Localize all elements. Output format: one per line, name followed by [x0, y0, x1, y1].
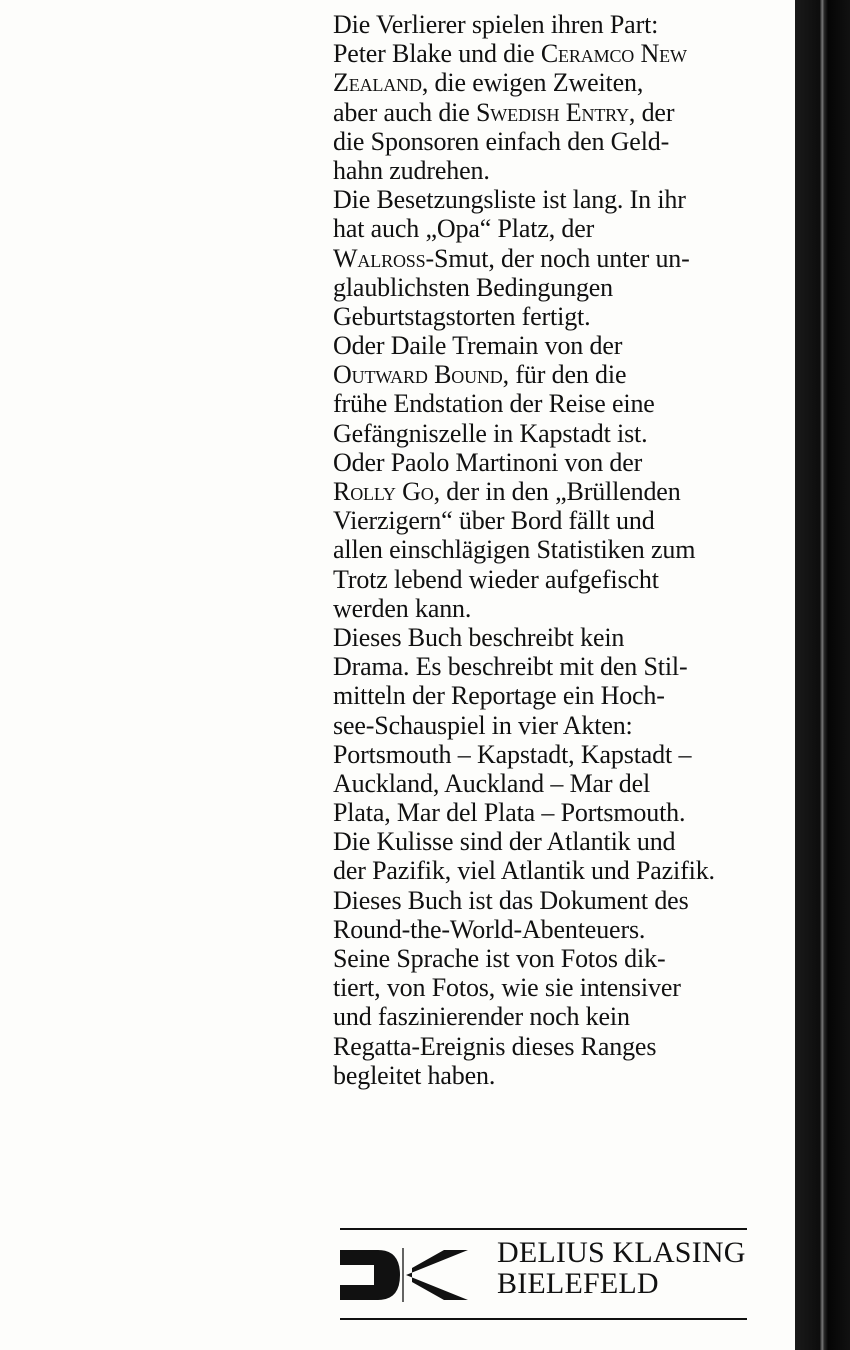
- text-line: [333, 331, 773, 360]
- text-segment: Peter Blake und die: [333, 39, 541, 69]
- boat-name: Swedish Entry: [475, 97, 629, 127]
- text-line: [333, 156, 773, 185]
- text-segment: tiert, von Fotos, wie sie intensiver: [333, 973, 681, 1003]
- text-segment: Auckland, Auckland – Mar del: [333, 768, 651, 798]
- publisher-city: BIELEFELD: [497, 1267, 659, 1300]
- text-segment: see-Schauspiel in vier Akten:: [333, 710, 633, 740]
- text-segment: glaublichsten Bedingungen: [333, 272, 614, 302]
- text-segment: Oder Daile Tremain von der: [333, 331, 623, 361]
- text-line: [333, 944, 773, 973]
- text-line: [333, 535, 773, 564]
- publisher-imprint: [497, 1237, 746, 1299]
- boat-name: Outward Bound: [333, 360, 503, 390]
- text-segment: , der in den „Brüllenden: [433, 477, 681, 506]
- text-segment: Seine Sprache ist von Fotos dik-: [333, 944, 666, 973]
- boat-name: Rolly Go: [333, 477, 434, 506]
- text-line: [333, 652, 773, 681]
- blurb-text: [333, 10, 773, 1090]
- text-segment: Gefängniszelle in Kapstadt ist.: [333, 418, 648, 448]
- text-segment: mitteln der Reportage ein Hoch-: [333, 681, 665, 711]
- text-segment: Round-the-World-Abenteuers.: [333, 914, 646, 944]
- text-segment: , der: [628, 97, 675, 127]
- text-segment: Dieses Buch ist das Dokument des: [333, 885, 689, 915]
- text-line: [333, 273, 773, 302]
- text-segment: Die Kulisse sind der Atlantik und: [333, 827, 676, 857]
- text-segment: Die Besetzungsliste ist lang. In ihr: [333, 185, 686, 215]
- text-line: [333, 798, 773, 827]
- text-segment: der Pazifik, viel Atlantik und Pazifik.: [333, 856, 715, 886]
- text-line: [333, 856, 773, 885]
- text-line: [333, 915, 773, 944]
- text-line: [333, 711, 773, 740]
- text-line: [333, 360, 773, 389]
- text-segment: frühe Endstation der Reise eine: [333, 389, 655, 419]
- text-line: [333, 39, 773, 68]
- text-segment: -Smut, der noch unter un-: [425, 243, 690, 273]
- text-segment: Trotz lebend wieder aufgefischt: [333, 564, 659, 594]
- text-segment: und faszinierender noch kein: [333, 1002, 630, 1032]
- text-line: [333, 302, 773, 331]
- text-line: [333, 10, 773, 39]
- text-segment: Portsmouth – Kapstadt, Kapstadt –: [333, 739, 692, 769]
- text-line: [333, 1032, 773, 1061]
- text-line: [333, 389, 773, 418]
- text-line: [333, 769, 773, 798]
- text-line: [333, 419, 773, 448]
- text-segment: hat auch „Opa“ Platz, der: [333, 214, 595, 244]
- text-segment: hahn zudrehen.: [333, 155, 490, 185]
- text-line: [333, 98, 773, 127]
- text-segment: werden kann.: [333, 593, 472, 623]
- text-line: [333, 244, 773, 273]
- boat-name: Ceramco New: [540, 39, 687, 69]
- text-segment: allen einschlägigen Statistiken zum: [333, 535, 696, 565]
- text-line: [333, 506, 773, 535]
- top-rule: [340, 1228, 747, 1230]
- text-line: [333, 973, 773, 1002]
- text-line: [333, 565, 773, 594]
- text-segment: Dieses Buch beschreibt kein: [333, 622, 625, 652]
- boat-name: Zealand: [333, 68, 422, 98]
- text-segment: Geburtstagstorten fertigt.: [333, 301, 591, 331]
- text-segment: Oder Paolo Martinoni von der: [333, 447, 643, 477]
- text-line: [333, 681, 773, 710]
- text-segment: Regatta-Ereignis dieses Ranges: [333, 1031, 657, 1061]
- boat-name: Walross: [333, 243, 426, 273]
- text-line: [333, 477, 773, 506]
- text-segment: , die ewigen Zweiten,: [421, 68, 644, 98]
- delius-klasing-logo: [340, 1248, 468, 1302]
- text-line: [333, 594, 773, 623]
- publisher-name: DELIUS KLASING: [497, 1236, 746, 1269]
- text-line: [333, 740, 773, 769]
- text-line: [333, 127, 773, 156]
- text-line: [333, 886, 773, 915]
- text-segment: Vierzigern“ über Bord fällt und: [333, 506, 655, 536]
- text-segment: , für den die: [502, 360, 627, 390]
- text-line: [333, 448, 773, 477]
- text-line: [333, 68, 773, 97]
- text-segment: aber auch die: [333, 97, 476, 127]
- text-line: [333, 623, 773, 652]
- book-spine-edge: [795, 0, 850, 1350]
- text-line: [333, 214, 773, 243]
- text-line: [333, 1002, 773, 1031]
- bottom-rule: [340, 1318, 747, 1320]
- text-segment: Plata, Mar del Plata – Portsmouth.: [333, 798, 686, 828]
- text-segment: Die Verlierer spielen ihren Part:: [333, 10, 659, 39]
- text-line: [333, 185, 773, 214]
- text-segment: die Sponsoren einfach den Geld-: [333, 126, 670, 156]
- text-segment: begleitet haben.: [333, 1060, 496, 1090]
- text-line: [333, 827, 773, 856]
- text-segment: Drama. Es beschreibt mit den Stil-: [333, 652, 688, 682]
- text-line: [333, 1061, 773, 1090]
